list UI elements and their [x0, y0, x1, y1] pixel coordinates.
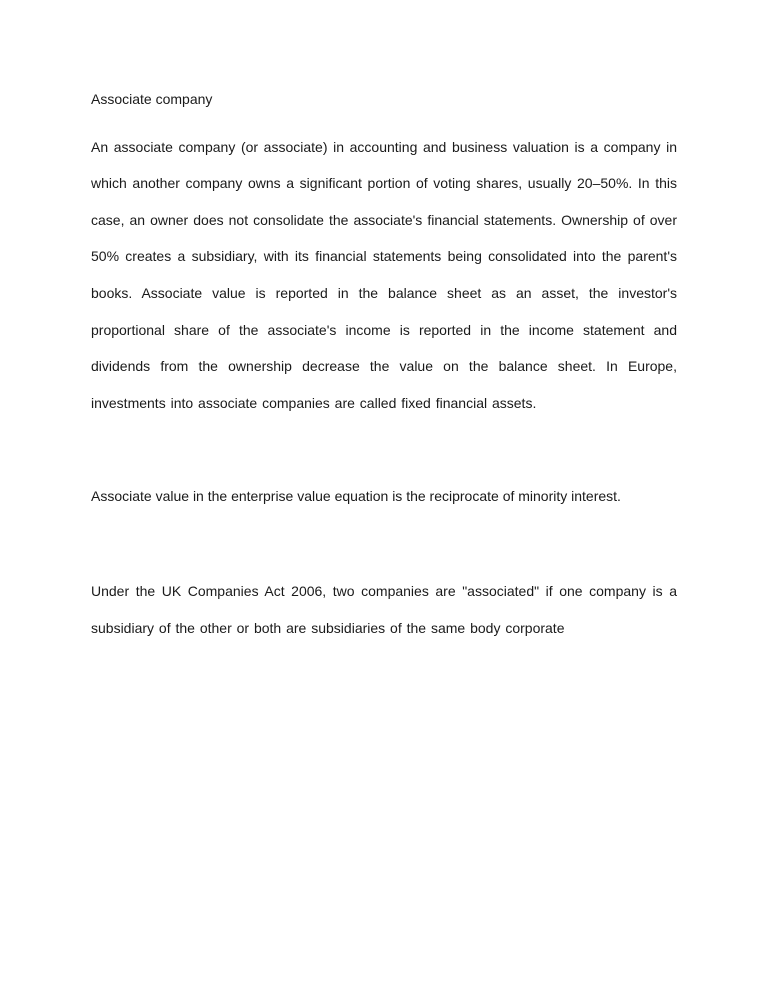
paragraph-uk-companies-act: Under the UK Companies Act 2006, two companies are "associated" if one company is a subsidiary of the other or both are subsidiaries of the same body corporate [91, 582, 677, 636]
paragraph-associate-definition: An associate company (or associate) in accounting and business valuation is a company in which another company owns a significant portion of voting shares, usually 20–50%. In this case, an owner does not consolidate the associate's financial statements. Ownership of over 50% creates a subsidiary, with its financial statements being consolidated into the parent's books. Associate value is reported in the balance sheet as an asset, the investor's proportional share of the associate's income is reported in the income statement and dividends from the ownership decrease the value on the balance sheet. In Europe, investments into associate companies are called fixed financial assets. [91, 138, 677, 411]
document-title: Associate company [91, 91, 213, 107]
paragraph-enterprise-value: Associate value in the enterprise value equation is the reciprocate of minority interest. [91, 488, 621, 505]
